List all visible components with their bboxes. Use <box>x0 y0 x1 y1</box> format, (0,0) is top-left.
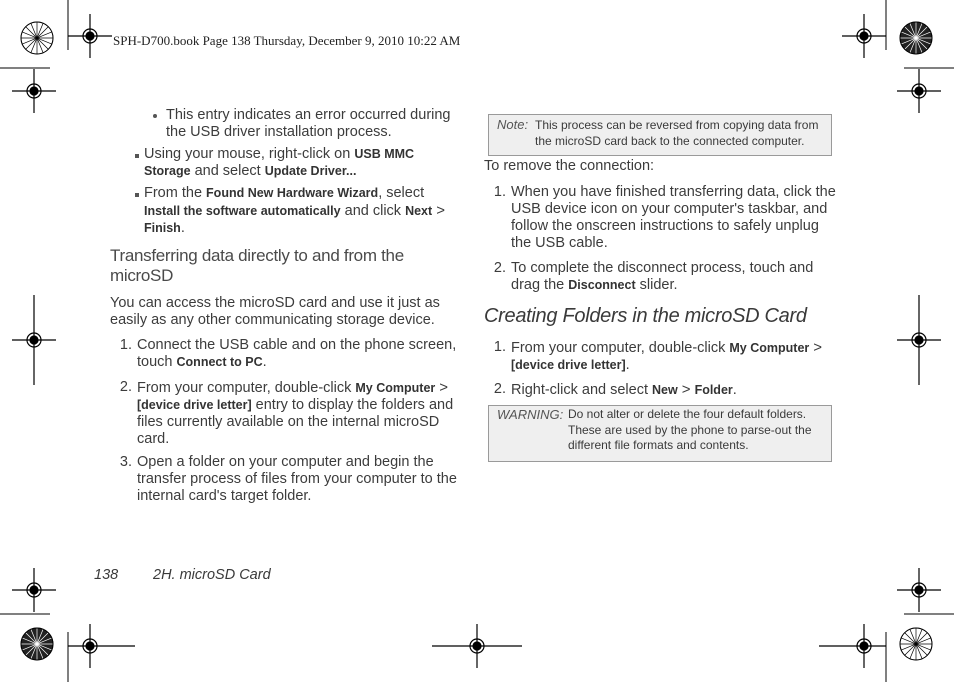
warning-box <box>488 405 832 462</box>
ui-my-computer: My Computer <box>729 341 810 355</box>
square-bullet-icon <box>135 193 139 197</box>
note-label: Note: <box>497 117 529 132</box>
ui-next: Next <box>405 204 433 218</box>
note-text: This process can be reversed from copying data from the microSD card back to the connected computer. <box>535 118 819 148</box>
remove-step-1: 1. When you have finished transferring data, click the USB device icon on your computer's taskbar, and follow the onscreen instructions to safely unplug the USB cable. <box>493 184 836 251</box>
ui-disconnect: Disconnect <box>568 278 636 292</box>
intro-paragraph: You can access the microSD card and use it just as easily as any other communicating storage device. <box>110 295 440 328</box>
section-name: 2H. microSD Card <box>153 567 271 583</box>
sub-bullet-text: This entry indicates an error occurred during the USB driver installation process. <box>166 107 451 140</box>
ui-connect-to-pc: Connect to PC <box>176 355 263 369</box>
step-wizard: From the Found New Hardware Wizard, select Install the software automatically and click Next > Finish. <box>144 185 456 237</box>
ui-install-automatically: Install the software automatically <box>144 204 341 218</box>
warning-label: WARNING: <box>497 407 564 422</box>
print-header: SPH-D700.book Page 138 Thursday, December 9, 2010 10:22 AM <box>113 33 461 48</box>
square-bullet-icon <box>135 154 139 158</box>
ui-folder: Folder <box>694 383 733 397</box>
ui-my-computer: My Computer <box>355 381 436 395</box>
warning-text: Do not alter or delete the four default folders. These are used by the phone to parse-out the different file formats and contents. <box>568 407 812 452</box>
section-heading: Transferring data directly to and from the microSD <box>110 246 404 285</box>
sub-bullet <box>166 107 461 141</box>
folders-heading: Creating Folders in the microSD Card <box>484 305 807 327</box>
page-number: 138 <box>94 567 119 583</box>
step-mouse: Using your mouse, right-click on USB MMC Storage and select Update Driver... <box>144 146 444 180</box>
ui-update-driver: Update Driver... <box>264 164 357 178</box>
left-step-2: 2. From your computer, double-click My Computer > [device drive letter] entry to display the folders and files currently available on the internal microSD card. <box>119 379 454 447</box>
ui-device-drive-letter: [device drive letter] <box>511 358 626 372</box>
note-box <box>488 114 832 156</box>
ui-usb-mmc-storage: USB MMC Storage <box>144 147 415 178</box>
left-step-3: 3. Open a folder on your computer and begin the transfer process of files from your computer to the internal card's target folder. <box>119 454 457 504</box>
ui-finish: Finish <box>144 221 181 235</box>
remove-intro: To remove the connection: <box>484 158 655 174</box>
remove-step-2: 2. To complete the disconnect process, touch and drag the Disconnect slider. <box>493 260 814 293</box>
ui-new: New <box>652 383 678 397</box>
folder-step-2: 2. Right-click and select New > Folder. <box>493 381 737 398</box>
left-step-1: 1. Connect the USB cable and on the phone screen, touch Connect to PC. <box>119 337 457 370</box>
ui-device-drive-letter: [device drive letter] <box>137 398 252 412</box>
ui-wizard: Found New Hardware Wizard <box>206 186 379 200</box>
bullet-icon <box>153 114 157 118</box>
folder-step-1: 1. From your computer, double-click My Computer > [device drive letter]. <box>493 339 823 373</box>
